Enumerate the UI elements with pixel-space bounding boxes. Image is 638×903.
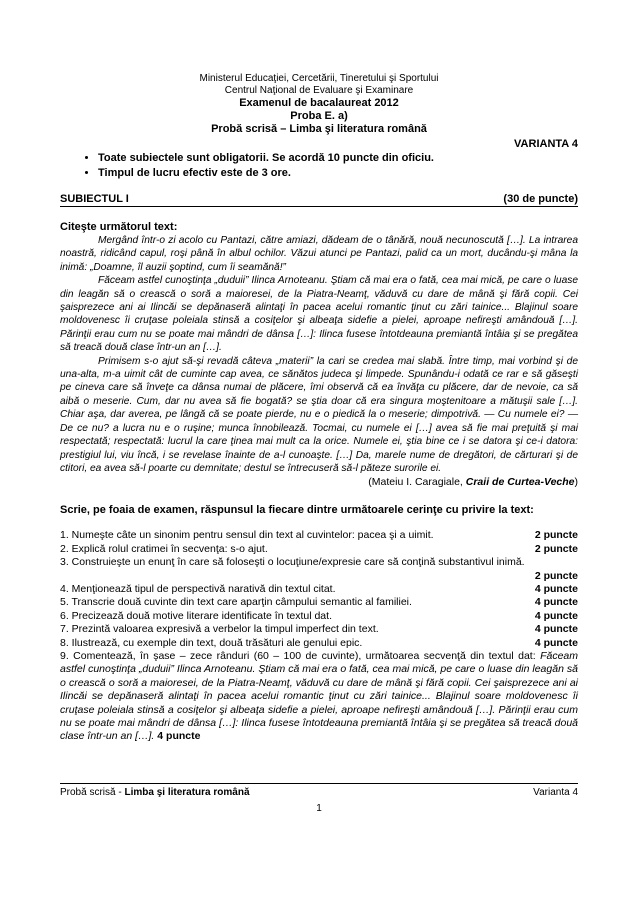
requirements-list — [60, 529, 578, 744]
requirements-heading: Scrie, pe foaia de examen, răspunsul la fiecare dintre următoarele cerinţe cu privire la text: — [60, 504, 534, 517]
proba-title: Proba E. a) — [290, 110, 348, 122]
requirement-item — [60, 556, 578, 583]
text-paragraph: Mergând într-o zi acolo cu Pantazi, către amiazi, dădeam de o tânără, nouă necunoscută […]. La intrarea noastră, ridicând capul, roşi până în albul ochilor. Văzui atunci pe Pantazi, palid ca un mort, ducându-şi mâna la inimă: „Doamne, îl auzii şoptind, cum îi seamănă!” — [60, 235, 578, 273]
subject-title: Probă scrisă – Limba şi literatura română — [211, 123, 427, 135]
requirement-text: 3. Construieşte un enunţ în care să foloseşti o locuţiune/expresie care să conţină substantivul inimă. — [60, 556, 525, 569]
footer-subject: Limba şi literatura română — [124, 787, 250, 798]
source-title: Craii de Curtea-Veche — [465, 476, 575, 489]
text-paragraph: Primisem s-o ajut să-şi revadă câteva „materii” la cari se credea mai slabă. Între timp, mai vorbind şi de una-alta, m-a uimit cât de cuminte cap avea, ce sănătos judeca şi limpede. Spunându-i odată ce rar e să găseşti pe cineva care să înveţe ca dânsa numai de plăcere, îmi observă că ea învăţa cu plăcere, dar de nevoie, ca să aibă o meserie. Cum, dar nu avea să fie bogată? se ştia doar că era singura moştenitoare a mătuşii sale […]. Chiar aşa, dar averea, pe lângă că se poate pierde, nu e o piedică la o meserie; dimpotrivă. — Cu numele ei? — De ce nu? a lucra nu e o ruşine; munca înnobilează. Tocmai, cu numele ei […] avea să fie mai preţuită şi mai respectată; respectată: lucrul la care ţinea mai mult ca la orice. Numele ei, ştia bine ce i se datora şi ce-i datora: prestigiul lui, viu încă, i se revelase înainte de a-l cunoaşte. […] Da, marele nume de dregători, de cărturari şi de ctitori, ea avea să-l poarte cu demnitate; destul se întrecuseră să-l păteze surorile ei. — [60, 355, 578, 474]
requirement-text: 4. Menţionează tipul de perspectivă narativă din textul citat. — [60, 582, 336, 595]
footer-left — [60, 787, 250, 799]
text-source — [60, 475, 578, 489]
source-author: (Mateiu I. Caragiale, — [368, 476, 466, 489]
requirement-item — [60, 543, 578, 556]
text-paragraph: Făceam astfel cunoştinţa „duduii” Ilinca Arnoteanu. Ştiam că mai era o fată, cea mai mică, pe care o luase din leagăn să o crească o soră a maioresei, de la Piatra-Neamţ, văduvă cu dare de mână şi fără copii. Cei şaisprezece ani ai Ilincăi se depănaseră alintaţi în pacea acelui romantic ţinut cu zări tainice... Blajinul soare moldovenesc îi cruţase poleiala stinsă a cosiţelor şi albeaţa sidefie a pielei, aproape nefireşti amândouă […]. Părinţii erau cum nu se poate mai mândri de dânsa […]: Ilinca fusese întotdeauna premiantă întâia şi se pregătea să treacă două clase într-un an […]. — [60, 275, 578, 354]
requirement-points: 4 puncte — [157, 730, 201, 743]
requirement-item-essay — [60, 650, 578, 744]
exam-title: Examenul de bacalaureat 2012 — [239, 97, 399, 109]
requirement-text: 8. Ilustrează, cu exemple din text, două trăsături ale genului epic. — [60, 636, 363, 649]
requirement-item — [60, 596, 578, 609]
footer-prefix: Probă scrisă - — [60, 787, 125, 798]
section-points: (30 de puncte) — [503, 193, 578, 205]
ministry-line: Ministerul Educaţiei, Cercetării, Tineretului şi Sportului — [199, 73, 439, 84]
requirement-quote: Făceam astfel cunoştinţa „duduii” Ilinca Arnoteanu. Ştiam că mai era o fată, cea mai mică, pe care o luase din leagăn să o crească o soră a maioresei, de la Piatra-Neamţ, văduvă cu dare de mână şi fără copii. Cei şaisprezece ani ai Ilincăi se depănaseră alintaţi în pacea acelui romantic ţinut cu zări tainice... Blajinul soare moldovenesc îi cruţase poleiala stinsă a cosiţelor şi albeaţa sidefie a pielei, aproape nefireşti amândouă […]. Părinţii erau cum nu se poate mai mândri de dânsa […]: Ilinca fusese întotdeauna premiantă întâia şi se pregătea să treacă două clase într-un an […]. — [60, 649, 579, 743]
source-close: ) — [574, 476, 578, 489]
page-number: 1 — [316, 803, 322, 814]
section-label: SUBIECTUL I — [60, 193, 129, 205]
requirement-points: 4 puncte — [534, 596, 578, 609]
requirement-item — [60, 623, 578, 636]
section-heading — [60, 193, 578, 207]
variant-label: VARIANTA 4 — [514, 138, 578, 150]
requirement-points: 4 puncte — [534, 623, 578, 636]
instruction-item: • Timpul de lucru efectiv este de 3 ore. — [98, 166, 578, 181]
requirement-item — [60, 583, 578, 596]
instruction-item: • Toate subiectele sunt obligatorii. Se acordă 10 puncte din oficiu. — [98, 151, 578, 166]
requirement-points: 4 puncte — [534, 609, 578, 622]
requirement-text: 2. Explică rolul cratimei în secvenţa: s-o ajut. — [60, 542, 268, 555]
requirement-points: 2 puncte — [534, 529, 578, 542]
requirement-points: 4 puncte — [534, 582, 578, 595]
footer-variant: Varianta 4 — [533, 787, 578, 798]
requirement-text: 1. Numeşte câte un sinonim pentru sensul din text al cuvintelor: pacea şi a uimit. — [60, 529, 434, 542]
literary-text — [60, 234, 578, 475]
page-footer — [60, 783, 578, 799]
requirement-item — [60, 529, 578, 542]
requirement-item — [60, 637, 578, 650]
read-instruction: Citeşte următorul text: — [60, 221, 178, 233]
exam-page — [60, 73, 578, 744]
requirement-text: 7. Prezintă valoarea expresivă a verbelor la timpul imperfect din text. — [60, 623, 379, 636]
requirement-points: 2 puncte — [534, 542, 578, 555]
requirement-item — [60, 610, 578, 623]
center-line: Centrul Naţional de Evaluare şi Examinare — [224, 85, 414, 96]
requirement-text: 6. Precizează două motive literare identificate în textul dat. — [60, 609, 332, 622]
requirement-text: 9. Comentează, în şase – zece rânduri (60 – 100 de cuvinte), următoarea secvenţă din textul dat: — [60, 649, 536, 662]
requirement-points: 2 puncte — [534, 569, 578, 582]
requirement-points: 4 puncte — [534, 636, 578, 649]
instructions-list — [60, 151, 578, 181]
requirement-text: 5. Transcrie două cuvinte din text care aparţin câmpului semantic al familiei. — [60, 596, 412, 609]
